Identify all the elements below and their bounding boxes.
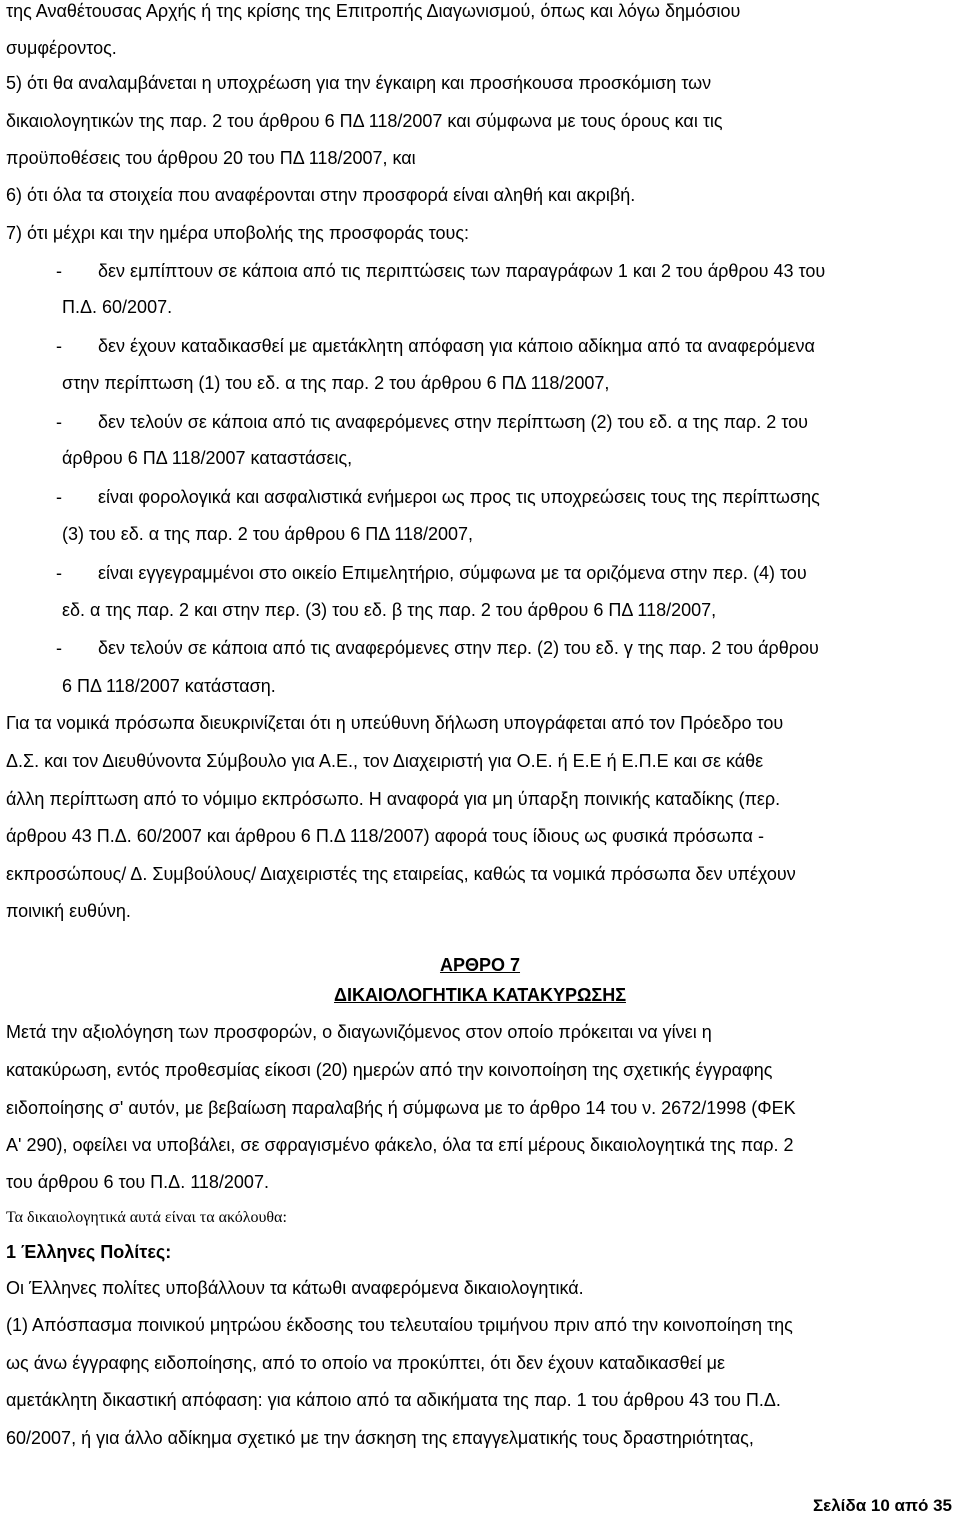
page-number: Σελίδα 10 από 35 — [812, 1496, 952, 1515]
article-title: ΔΙΚΑΙΟΛΟΓΗΤΙΚΑ ΚΑΤΑΚΥΡΩΣΗΣ — [334, 985, 626, 1005]
body-line: άρθρου 43 Π.Δ. 60/2007 και άρθρου 6 Π.Δ 118/2007) αφορά τους ίδιους ως φυσικά πρόσωπα - — [6, 826, 764, 846]
body-line: προϋποθέσεις του άρθρου 20 του ΠΔ 118/2007, και — [6, 148, 416, 168]
body-line: συμφέροντος. — [6, 38, 117, 58]
body-line: του άρθρου 6 του Π.Δ. 118/2007. — [6, 1172, 269, 1192]
body-line: άλλη περίπτωση από το νόμιμο εκπρόσωπο. Η αναφορά για μη ύπαρξη ποινικής καταδίκης (περ. — [6, 789, 781, 809]
body-line: 5) ότι θα αναλαμβάνεται η υποχρέωση για την έγκαιρη και προσήκουσα προσκόμιση των — [6, 73, 712, 93]
bullet-line: στην περίπτωση (1) του εδ. α της παρ. 2 του άρθρου 6 ΠΔ 118/2007, — [62, 373, 610, 393]
body-line: εκπροσώπους/ Δ. Συμβούλους/ Διαχειριστές της εταιρείας, καθώς τα νομικά πρόσωπα δεν υπέχουν — [6, 864, 796, 884]
bullet-line: δεν έχουν καταδικασθεί με αμετάκλητη απόφαση για κάποιο αδίκημα από τα αναφερόμενα — [98, 336, 815, 356]
bullet-line: δεν τελούν σε κάποια από τις αναφερόμενες στην περίπτωση (2) του εδ. α της παρ. 2 του — [98, 412, 808, 432]
bullet-line: είναι φορολογικά και ασφαλιστικά ενήμεροι ως προς τις υποχρεώσεις τους της περίπτωσης — [98, 487, 820, 507]
body-line: δικαιολογητικών της παρ. 2 του άρθρου 6 ΠΔ 118/2007 και σύμφωνα με τους όρους και τις — [6, 111, 723, 131]
subheading: 1 Έλληνες Πολίτες: — [6, 1242, 172, 1262]
body-line: 6) ότι όλα τα στοιχεία που αναφέρονται στην προσφορά είναι αληθή και ακριβή. — [6, 185, 636, 205]
body-line: 60/2007, ή για άλλο αδίκημα σχετικό με την άσκηση της επαγγελματικής τους δραστηριότητας, — [6, 1428, 754, 1448]
body-line: Μετά την αξιολόγηση των προσφορών, ο διαγωνιζόμενος στον οποίο πρόκειται να γίνει η — [6, 1022, 712, 1042]
body-line: (1) Απόσπασμα ποινικού μητρώου έκδοσης του τελευταίου τριμήνου πριν από την κοινοποίηση της — [6, 1315, 793, 1335]
body-line: Α' 290), οφείλει να υποβάλει, σε σφραγισμένο φάκελο, όλα τα επί μέρους δικαιολογητικά της παρ. 2 — [6, 1135, 794, 1155]
article-number: ΑΡΘΡΟ 7 — [439, 955, 521, 975]
bullet-line: (3) του εδ. α της παρ. 2 του άρθρου 6 ΠΔ 118/2007, — [62, 524, 474, 544]
body-line: ποινική ευθύνη. — [6, 901, 131, 921]
bullet-dash: - — [56, 261, 62, 281]
body-line: Δ.Σ. και τον Διευθύνοντα Σύμβουλο για Α.Ε., τον Διαχειριστή για Ο.Ε. ή Ε.Ε ή Ε.Π.Ε και σε κάθε — [6, 751, 764, 771]
body-line: της Αναθέτουσας Αρχής ή της κρίσης της Επιτροπής Διαγωνισμού, όπως και λόγω δημόσιου — [6, 1, 741, 21]
bullet-line: είναι εγγεγραμμένοι στο οικείο Επιμελητήριο, σύμφωνα με τα οριζόμενα στην περ. (4) του — [98, 563, 807, 583]
bullet-dash: - — [56, 412, 62, 432]
bullet-dash: - — [56, 336, 62, 356]
bullet-dash: - — [56, 487, 62, 507]
body-line: 7) ότι μέχρι και την ημέρα υποβολής της προσφοράς τους: — [6, 223, 470, 243]
bullet-dash: - — [56, 638, 62, 658]
body-line: αμετάκλητη δικαστική απόφαση: για κάποιο από τα αδικήματα της παρ. 1 του άρθρου 43 του Π.Δ. — [6, 1390, 781, 1410]
body-line: Οι Έλληνες πολίτες υποβάλλουν τα κάτωθι αναφερόμενα δικαιολογητικά. — [6, 1278, 584, 1298]
body-line: κατακύρωση, εντός προθεσμίας είκοσι (20) ημερών από την κοινοποίηση της σχετικής έγγραφης — [6, 1060, 773, 1080]
body-line: ως άνω έγγραφης ειδοποίησης, από το οποίο να προκύπτει, ότι δεν έχουν καταδικασθεί με — [6, 1353, 726, 1373]
bullet-line: Π.Δ. 60/2007. — [62, 297, 173, 317]
body-line: Για τα νομικά πρόσωπα διευκρινίζεται ότι η υπεύθυνη δήλωση υπογράφεται από τον Πρόεδρο του — [6, 713, 784, 733]
body-line: ειδοποίησης σ' αυτόν, με βεβαίωση παραλαβής ή σύμφωνα με το άρθρο 14 του ν. 2672/1998 (ΦΕΚ — [6, 1098, 796, 1118]
docs-intro: Τα δικαιολογητικά αυτά είναι τα ακόλουθα: — [6, 1209, 287, 1226]
bullet-line: άρθρου 6 ΠΔ 118/2007 καταστάσεις, — [62, 448, 353, 468]
bullet-line: δεν τελούν σε κάποια από τις αναφερόμενες στην περ. (2) του εδ. γ της παρ. 2 του άρθρου — [98, 638, 819, 658]
bullet-line: δεν εμπίπτουν σε κάποια από τις περιπτώσεις των παραγράφων 1 και 2 του άρθρου 43 του — [98, 261, 826, 281]
bullet-line: 6 ΠΔ 118/2007 κατάσταση. — [62, 676, 276, 696]
bullet-dash: - — [56, 563, 62, 583]
bullet-line: εδ. α της παρ. 2 και στην περ. (3) του εδ. β της παρ. 2 του άρθρου 6 ΠΔ 118/2007, — [62, 600, 717, 620]
